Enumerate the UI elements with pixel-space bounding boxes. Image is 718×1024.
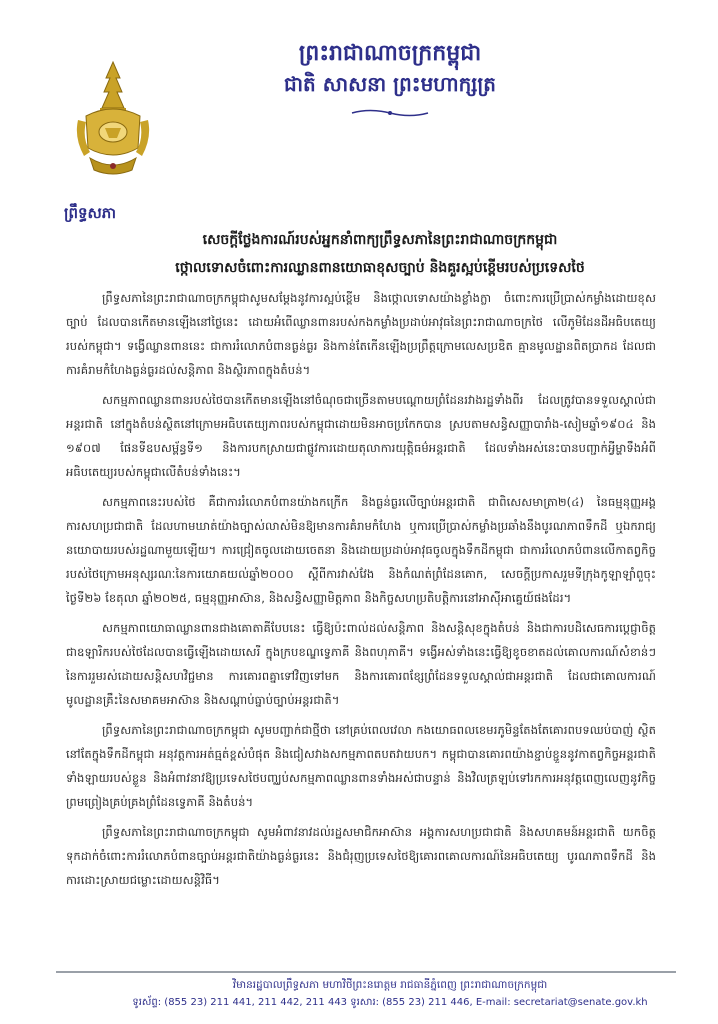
paragraph-1: ព្រឹទ្ធសភានៃព្រះរាជាណាចក្រកម្ពុជាសូមសម្តែងនូវការស្អប់ខ្ពើម និងថ្កោលទោសយ៉ាងខ្លាំងក្លា ចំពោះការប្រើប្រាស់កម្លាំងដោយខុសច្បាប់ ដែលបានកើតមានឡើងនៅថ្ងៃនេះ ដោយអំពើឈ្លានពានរបស់កងកម្លាំងប្រដាប់អាវុធនៃព្រះរាជាណាចក្រថៃ លើភូមិដែនដីអធិបតេយ្យរបស់កម្ពុជា។ ទង្វើឈ្លានពាននេះ ជាការរំលោភបំពានធ្ងន់ធ្ងរ និងកាន់តែកើនឡើងប្រព្រឹត្តក្រោមលេសប្រឌិត គ្មានមូលដ្ឋានពិតប្រាកដ ដែលជាការគំរាមកំហែងធ្ងន់ធ្ងរដល់សន្តិភាព និងស្ថិរភាពក្នុងតំបន់។ xyxy=(66,291,656,377)
footer-address: វិមានរដ្ឋបាលព្រឹទ្ធសភា មហាវិថីព្រះនរោត្តម រាជធានីភ្នំពេញ ព្រះរាជាណាចក្រកម្ពុជា xyxy=(232,979,548,991)
footer xyxy=(100,976,680,1012)
national-motto: ជាតិ សាសនា ព្រះមហាក្សត្រ xyxy=(284,72,496,96)
letterhead xyxy=(200,38,580,122)
footer-contact: ទូរស័ព្ទ: (855 23) 211 441, 211 442, 211 443 ទូរសារ: (855 23) 211 446, E-mail: secretariat@senate.gov.kh xyxy=(132,997,648,1008)
paragraph-4: សកម្មភាពយោធាឈ្លានពានជាងគោតាគីបែបនេះ ធ្វើឱ្យប៉ះពាល់ដល់សន្តិភាព និងសន្តិសុខក្នុងតំបន់ និងជាការបដិសេធការប្តេជ្ញាចិត្តជាឧឡារិករបស់ថៃដែលបានធ្វើឡើងដោយសេរី ក្នុងក្របខណ្ឌទ្វេភាគី និងពហុភាគី។ ទង្វើអស់ទាំងនេះធ្វើឱ្យខូចខាតដល់គោលការណ៍សំខាន់ៗនៃការរួមរស់ដោយសន្តិសហវិជ្ជមាន ការគោរពគ្នាទៅវិញទៅមក និងការគោរពខ្សែព្រំដែនទទួលស្គាល់ជាអន្តរជាតិ ដែលជាគោលការណ៍មូលដ្ឋានគ្រឹះនៃសមាគមអាស៊ាន និងសណ្តាប់ធ្នាប់ច្បាប់អន្តរជាតិ។ xyxy=(66,621,656,707)
royal-arms-emblem-icon xyxy=(72,58,154,180)
statement-title xyxy=(120,226,640,282)
paragraph-2: សកម្មភាពឈ្លានពានរបស់ថៃបានកើតមានឡើងនៅចំណុចជាច្រើនតាមបណ្តោយព្រំដែនរវាងរដ្ឋទាំងពីរ ដែលត្រូវបានទទួលស្គាល់ជាអន្តរជាតិ នៅក្នុងតំបន់ស្ថិតនៅក្រោមអធិបតេយ្យភាពរបស់កម្ពុជាដោយមិនអាចប្រកែកបាន ស្របតាមសន្ធិសញ្ញាបារាំង-សៀមឆ្នាំ១៩០៤ និង ១៩០៧ ផែនទីឧបសម្ព័ន្ធទី១ និងការបកស្រាយជាផ្លូវការដោយតុលាការយុត្តិធម៌អន្តរជាតិ ដែលទាំងអស់នេះបានបញ្ជាក់អ្វីម្ហាទឹងអំពីអធិបតេយ្យរបស់កម្ពុជាលើតំបន់ទាំងនេះ។ xyxy=(66,393,656,479)
paragraph-6: ព្រឹទ្ធសភានៃព្រះរាជាណាចក្រកម្ពុជា សូមអំពាវនាវដល់រដ្ឋសមាជិកអាស៊ាន អង្គការសហប្រជាជាតិ និងសហគមន៍អន្តរជាតិ យកចិត្តទុកដាក់ចំពោះការរំលោភបំពានច្បាប់អន្តរជាតិយ៉ាងធ្ងន់ធ្ងរនេះ និងជំរុញប្រទេសថៃឱ្យគោរពគោលការណ៍នៃអធិបតេយ្យ បូរណភាពទឹកដី និងការដោះស្រាយជម្លោះដោយសន្តិវិធី។ xyxy=(66,825,656,887)
kingdom-title: ព្រះរាជាណាចក្រកម្ពុជា xyxy=(298,40,482,66)
title-line-1: សេចក្តីថ្លែងការណ៍របស់អ្នកនាំពាក្យព្រឹទ្ធសភានៃព្រះរាជាណាចក្រកម្ពុជា xyxy=(202,232,558,248)
footer-divider xyxy=(56,971,676,973)
institution-label: ព្រឹទ្ធសភា xyxy=(64,204,117,222)
paragraph-3: សកម្មភាពនេះរបស់ថៃ គឺជាការរំលោភបំពានយ៉ាងកក្រើក និងធ្ងន់ធ្ងរលើច្បាប់អន្តរជាតិ ជាពិសេសមាត្រា២(៤) នៃធម្មនុញ្ញអង្គការសហប្រជាជាតិ ដែលហាមឃាត់យ៉ាងច្បាស់លាស់មិនឱ្យមានការគំរាមកំហែង ឬការប្រើប្រាស់កម្លាំងប្រឆាំងនឹងបូរណភាពទឹកដី ឬឯករាជ្យនយោបាយរបស់រដ្ឋណាមួយឡើយ។ ការជ្រៀតចូលដោយចេតនា និងដោយប្រដាប់អាវុធចូលក្នុងទឹកដីកម្ពុជា ជាការរំលោភបំពានលើកាតព្វកិច្ចរបស់ថៃក្រោមអនុស្សរណៈនៃការយោគយល់ឆ្នាំ២០០០ ស្តីពីការវាស់វែង និងកំណត់ព្រំដែនគោក, សេចក្តីប្រកាសរួមទីក្រុងកូឡាឡាំពួចុះថ្ងៃទី២៦ ខែតុលា ឆ្នាំ២០២៥, ធម្មនុញ្ញអាស៊ាន, និងសន្ធិសញ្ញាមិត្តភាព និងកិច្ចសហប្រតិបត្តិការនៅអាស៊ីអាគ្នេយ៍ផងដែរ។ xyxy=(66,495,656,605)
decorative-divider-icon xyxy=(350,108,430,118)
title-line-2: ថ្កោលទោសចំពោះការឈ្លានពានយោធាខុសច្បាប់ និងគួរស្អប់ខ្ពើមរបស់ប្រទេសថៃ xyxy=(175,260,585,276)
statement-body xyxy=(66,286,656,898)
paragraph-5: ព្រឹទ្ធសភានៃព្រះរាជាណាចក្រកម្ពុជា សូមបញ្ជាក់ជាថ្មីថា នៅគ្រប់ពេលវេលា កងយោធពលខេមរភូមិន្ទតែងតែគោរពបទឈប់បាញ់ ស្ថិតនៅតែក្នុងទឹកដីកម្ពុជា អនុវត្តការអត់ធ្មត់ខ្ពស់បំផុត និងជៀសវាងសកម្មភាពតបតវាយបក។ កម្ពុជាបានគោរពយ៉ាងខ្ជាប់ខ្ជួននូវកាតព្វកិច្ចអន្តរជាតិទាំងឡាយរបស់ខ្លួន និងអំពាវនាវឱ្យប្រទេសថៃបញ្ឈប់សកម្មភាពឈ្លានពានទាំងអស់ជាបន្ទាន់ និងវិលត្រឡប់ទៅរកការអនុវត្តពេញលេញនូវកិច្ចព្រមព្រៀងគ្រប់គ្រងព្រំដែនទ្វេភាគី និងតំបន់។ xyxy=(66,723,656,809)
